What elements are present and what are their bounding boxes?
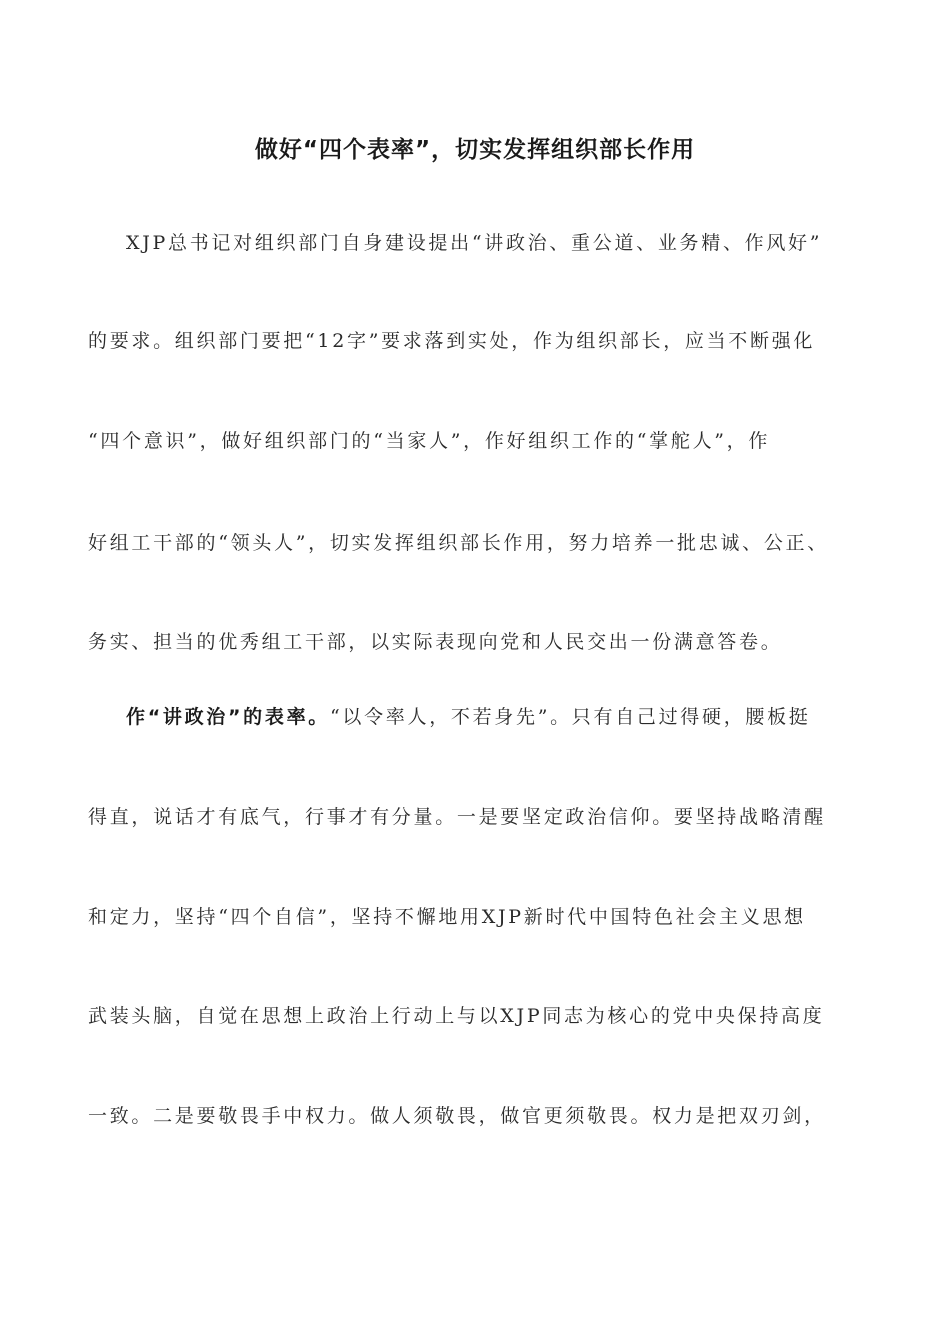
paragraph-2-line-3: 和定力，坚持“四个自信”，坚持不懈地用XJP新时代中国特色社会主义思想 [88,906,806,928]
document-title: 做好“四个表率”，切实发挥组织部长作用 [254,137,696,163]
paragraph-2-line-5: 一致。二是要敬畏手中权力。做人须敬畏，做官更须敬畏。权力是把双刃剑， [88,1105,826,1127]
paragraph-1-line-5: 务实、担当的优秀组工干部，以实际表现向党和人民交出一份满意答卷。 [88,631,783,653]
paragraph-2-line-1-text: “以令率人，不若身先”。只有自己过得硬，腰板挺 [329,706,811,728]
paragraph-1-line-2: 的要求。组织部门要把“12字”要求落到实处，作为组织部长，应当不断强化 [88,330,816,352]
paragraph-2-line-2: 得直，说话才有底气，行事才有分量。一是要坚定政治信仰。要坚持战略清醒 [88,806,826,828]
paragraph-1-line-3: “四个意识”，做好组织部门的“当家人”，作好组织工作的“掌舵人”，作 [88,430,771,452]
paragraph-2-line-4: 武装头脑，自觉在思想上政治上行动上与以XJP同志为核心的党中央保持高度 [88,1005,825,1027]
paragraph-2-line-1 [126,697,878,737]
paragraph-2-lead-heading: 作“讲政治”的表率。 [126,706,330,728]
paragraph-1-line-4: 好组工干部的“领头人”，切实发挥组织部长作用，努力培养一批忠诚、公正、 [88,532,829,554]
paragraph-1-line-1: XJP总书记对组织部门自身建设提出“讲政治、重公道、业务精、作风好” [126,232,823,254]
